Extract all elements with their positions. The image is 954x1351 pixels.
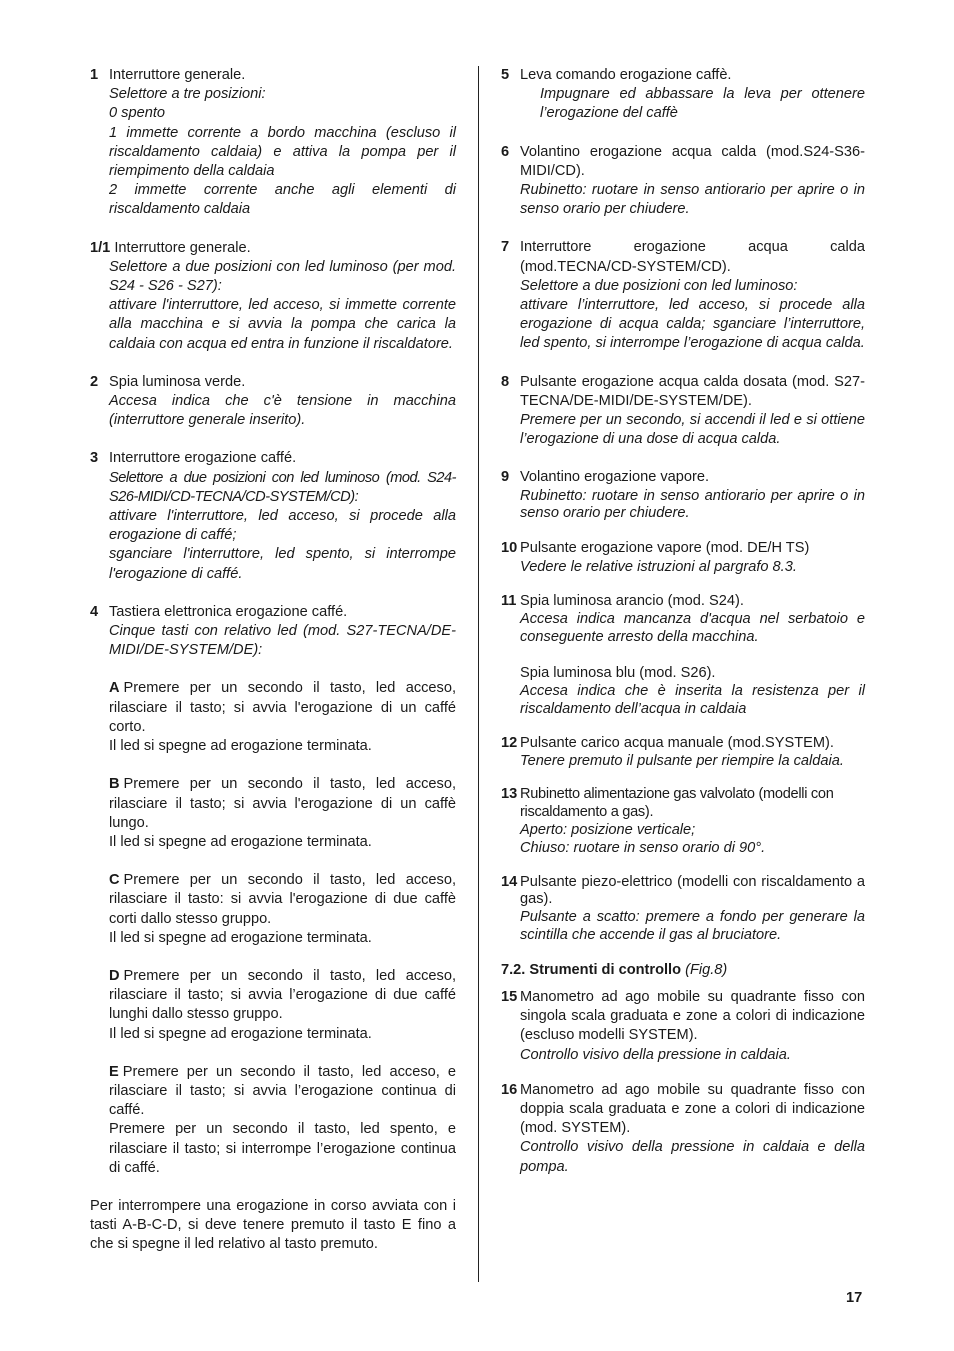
- item-text: Cinque tasti con relativo led (mod. S27-TECNA/DE-MIDI/DE-SYSTEM/DE):: [109, 623, 456, 659]
- key-extra: Il led si spegne ad erogazione terminata.: [109, 738, 372, 755]
- item-title: Pulsante erogazione acqua calda dosata (mod. S27-TECNA/DE-MIDI/DE-SYSTEM/DE).: [520, 373, 865, 409]
- item-text: 0 spento: [109, 105, 165, 122]
- item-text: Selettore a due posizioni con led luminoso (mod. S24-S26-MIDI/CD-TECNA/CD-SYSTEM/CD):: [109, 469, 456, 505]
- key-label: D: [109, 967, 120, 984]
- page-number: 17: [846, 1290, 863, 1306]
- item-title: Rubinetto alimentazione gas valvolato (modelli con riscaldamento a gas).: [520, 786, 834, 821]
- right-column: [501, 66, 865, 1196]
- item-text: Controllo visivo della pressione in caldaia.: [520, 1046, 791, 1063]
- item-5: [501, 66, 865, 124]
- item-title: Tastiera elettronica erogazione caffé.: [109, 603, 348, 620]
- item-1: [90, 66, 456, 220]
- item-text: Selettore a due posizioni con led luminoso (per mod. S24 - S26 - S27):: [109, 258, 456, 295]
- item-number: 14: [501, 873, 518, 890]
- item-number: 2: [90, 373, 99, 390]
- item-number: 9: [501, 469, 510, 486]
- item-title: Manometro ad ago mobile su quadrante fisso con singola scala graduata e zone a colori di indicazione (escluso modelli SYSTEM).: [520, 989, 865, 1044]
- item-1-1: [90, 239, 456, 354]
- item-text: Accesa indica mancanza d'acqua nel serbatoio e conseguente arresto della macchina.: [520, 610, 865, 645]
- item-text: Accesa indica che c'è tensione in macchina (interruttore generale inserito).: [109, 393, 456, 429]
- item-text: attivare l'interruttore, led acceso, si immette corrente alla macchina e si avvia la pompa che carica la caldaia con acqua ed entra in funzione il riscaldatore.: [109, 297, 456, 352]
- item-number: 15: [501, 989, 518, 1006]
- item-text: Rubinetto: ruotare in senso antiorario per aprire o in senso orario per chiudere.: [520, 182, 865, 218]
- item-12: [501, 735, 865, 771]
- item-title: Spia luminosa blu (mod. S26).: [520, 665, 716, 682]
- key-text: Premere per un secondo il tasto, led acceso, rilasciare il tasto; si avvia l'erogazione di un caffé corto.: [109, 680, 456, 735]
- key-label: C: [109, 872, 120, 889]
- item-title: Volantino erogazione acqua calda (mod.S24-S36-MIDI/CD).: [520, 143, 865, 179]
- key-label: B: [109, 776, 120, 793]
- key-label: E: [109, 1063, 119, 1080]
- key-extra: Il led si spegne ad erogazione terminata.: [109, 1025, 372, 1042]
- item-text: sganciare l'interruttore, led spento, si interrompe l'erogazione di caffé.: [109, 546, 456, 582]
- item-number: 6: [501, 143, 510, 160]
- item-title: Pulsante erogazione vapore (mod. DE/H TS): [520, 539, 810, 556]
- item-text: Vedere le relative istruzioni al pargrafo 8.3.: [520, 558, 797, 575]
- key-extra: Il led si spegne ad erogazione terminata.: [109, 929, 372, 946]
- item-15: [501, 988, 865, 1065]
- closing-paragraph: Per interrompere una erogazione in corso avviata con i tasti A-B-C-D, si deve tenere premuto il tasto E fino a che si spegne il led relativo al tasto premuto.: [90, 1197, 456, 1253]
- item-title: Leva comando erogazione caffè.: [520, 67, 732, 83]
- item-text: Controllo visivo della pressione in caldaia e della pompa.: [520, 1139, 865, 1175]
- item-number: 10: [501, 539, 518, 556]
- item-16: [501, 1081, 865, 1177]
- item-number: 3: [90, 450, 99, 467]
- key-extra: Il led si spegne ad erogazione terminata.: [109, 833, 372, 850]
- item-number: 8: [501, 373, 510, 390]
- item-title: Interruttore erogazione caffé.: [109, 450, 297, 467]
- item-number: 11: [501, 593, 517, 610]
- section-heading: [501, 961, 865, 980]
- key-text: Premere per un secondo il tasto, led acceso, rilasciare il tasto; si avvia l’erogazione di due caffé lunghi dallo stesso gruppo.: [109, 967, 456, 1023]
- spacer: [520, 646, 865, 665]
- key-text: Premere per un secondo il tasto, led acceso, rilasciare il tasto: si avvia l'erogazione di due caffè corti dallo stesso gruppo.: [109, 872, 456, 927]
- item-number: 1/1: [90, 239, 111, 256]
- item-6: [501, 143, 865, 220]
- item-3: [90, 449, 456, 583]
- item-8: [501, 373, 865, 450]
- item-title: Spia luminosa verde.: [109, 373, 246, 390]
- column-divider: [478, 66, 479, 1282]
- item-text: Impugnare ed abbassare la leva per ottenere l’erogazione del caffè: [540, 86, 865, 122]
- item-heading: [90, 239, 456, 258]
- item-title: Pulsante piezo-elettrico (modelli con riscaldamento a gas).: [520, 873, 865, 908]
- key-text: Premere per un secondo il tasto, led acceso, e rilasciare il tasto; si avvia l’erogazione continua di caffé.: [109, 1063, 456, 1119]
- item-number: 13: [501, 786, 518, 803]
- item-title: Spia luminosa arancio (mod. S24).: [520, 593, 744, 610]
- key-e: [109, 1063, 456, 1178]
- item-11: [501, 593, 865, 719]
- item-title: Interruttore generale.: [114, 239, 251, 256]
- item-text: Pulsante a scatto: premere a fondo per generare la scintilla che accende il gas al bruciatore.: [520, 909, 865, 944]
- item-10: [501, 539, 865, 577]
- item-title: Pulsante carico acqua manuale (mod.SYSTEM).: [520, 734, 834, 751]
- item-4: [90, 603, 456, 1178]
- item-text: 1 immette corrente a bordo macchina (escluso il riscaldamento caldaia) e attiva la pompa per il riempimento della caldaia: [109, 124, 456, 180]
- key-label: A: [109, 680, 120, 697]
- item-text: Tenere premuto il pulsante per riempire la caldaia.: [520, 752, 844, 769]
- item-text: attivare l'interruttore, led acceso, si procede alla erogazione di caffé;: [109, 508, 456, 544]
- key-d: [109, 967, 456, 1044]
- section-title: 7.2. Strumenti di controllo: [501, 961, 682, 978]
- item-text: Rubinetto: ruotare in senso antiorario per aprire o in senso orario per chiudere.: [520, 487, 865, 522]
- left-column: [90, 66, 456, 1255]
- item-number: 12: [501, 734, 518, 751]
- item-title: Interruttore generale.: [109, 67, 246, 83]
- item-title: Interruttore erogazione acqua calda (mod.TECNA/CD-SYSTEM/CD).: [520, 239, 865, 275]
- item-14: [501, 874, 865, 945]
- item-title: Volantino erogazione vapore.: [520, 469, 710, 486]
- section-figure-ref: (Fig.8): [685, 961, 728, 978]
- item-title: Manometro ad ago mobile su quadrante fisso con doppia scala graduata e zone a colori di indicazione (mod. SYSTEM).: [520, 1081, 865, 1137]
- item-number: 4: [90, 603, 99, 620]
- item-text: Chiuso: ruotare in senso orario di 90°.: [520, 839, 766, 856]
- item-text: Aperto: posizione verticale;: [520, 822, 696, 839]
- item-2: [90, 373, 456, 431]
- key-c: [109, 871, 456, 948]
- item-text: Selettore a tre posizioni:: [109, 86, 266, 103]
- key-a: [109, 679, 456, 756]
- item-number: 1: [90, 67, 99, 83]
- item-number: 16: [501, 1081, 518, 1098]
- item-text: Accesa indica che è inserita la resistenza per il riscaldamento dell’acqua in caldaia: [520, 683, 865, 718]
- item-text: Selettore a due posizioni con led luminoso:: [520, 277, 798, 294]
- item-text: attivare l’interruttore, led acceso, si procede alla erogazione di acqua calda; sganciare l’interruttore, led spento, si interrompe l’erogazione di acqua calda.: [520, 297, 865, 352]
- item-number: 7: [501, 239, 510, 256]
- key-text: Premere per un secondo il tasto, led acceso, rilasciare il tasto; si avvia l'erogazione di un caffè lungo.: [109, 776, 456, 831]
- key-extra: Premere per un secondo il tasto, led spento, e rilasciare il tasto; si interrompe l’erogazione continua di caffé.: [109, 1121, 456, 1176]
- item-9: [501, 468, 865, 522]
- item-7: [501, 238, 865, 353]
- key-b: [109, 775, 456, 852]
- item-text: Premere per un secondo, si accendi il led e si ottiene l’erogazione di una dose di acqua calda.: [520, 412, 865, 448]
- item-text: 2 immette corrente anche agli elementi di riscaldamento caldaia: [109, 182, 456, 218]
- item-number: 5: [501, 67, 510, 83]
- item-13: [501, 786, 865, 857]
